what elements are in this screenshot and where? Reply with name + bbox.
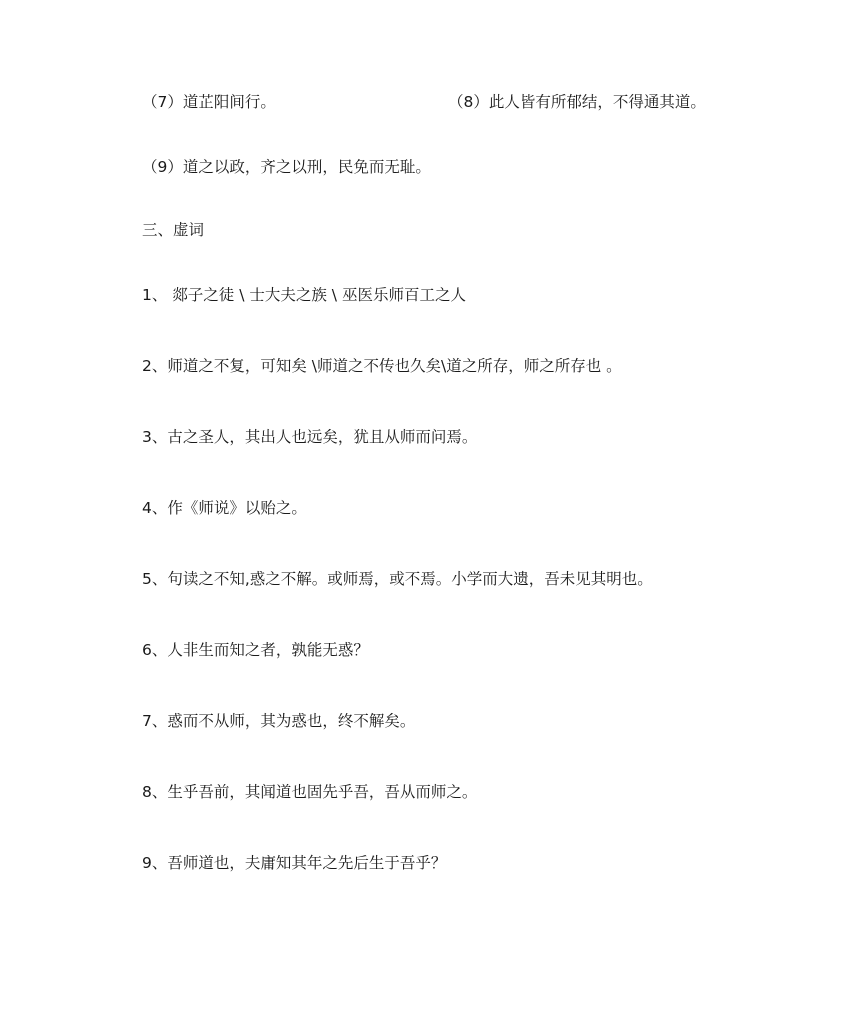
list-item: 2、师道之不复，可知矣 \师道之不传也久矣\道之所存，师之所存也 。 (142, 357, 622, 375)
list-item: 5、句读之不知,惑之不解。或师焉，或不焉。小学而大遗，吾未见其明也。 (142, 570, 653, 588)
item-8: （8）此人皆有所郁结，不得通其道。 (448, 93, 706, 111)
list-item: 6、人非生而知之者，孰能无惑？ (142, 641, 369, 659)
list-item: 7、惑而不从师，其为惑也，终不解矣。 (142, 712, 416, 730)
item-9: （9）道之以政，齐之以刑，民免而无耻。 (142, 158, 431, 176)
list-item: 8、生乎吾前，其闻道也固先乎吾，吾从而师之。 (142, 783, 478, 801)
list-item: 4、作《师说》以贻之。 (142, 499, 307, 517)
list-item: 3、古之圣人，其出人也远矣，犹且从师而问焉。 (142, 428, 478, 446)
list-item: 1、 郯子之徒 \ 士大夫之族 \ 巫医乐师百工之人 (142, 286, 466, 304)
section-heading-function-words: 三、虚词 (142, 221, 205, 239)
list-item: 9、吾师道也，夫庸知其年之先后生于吾乎？ (142, 854, 447, 872)
item-7: （7）道芷阳间行。 (142, 93, 276, 111)
